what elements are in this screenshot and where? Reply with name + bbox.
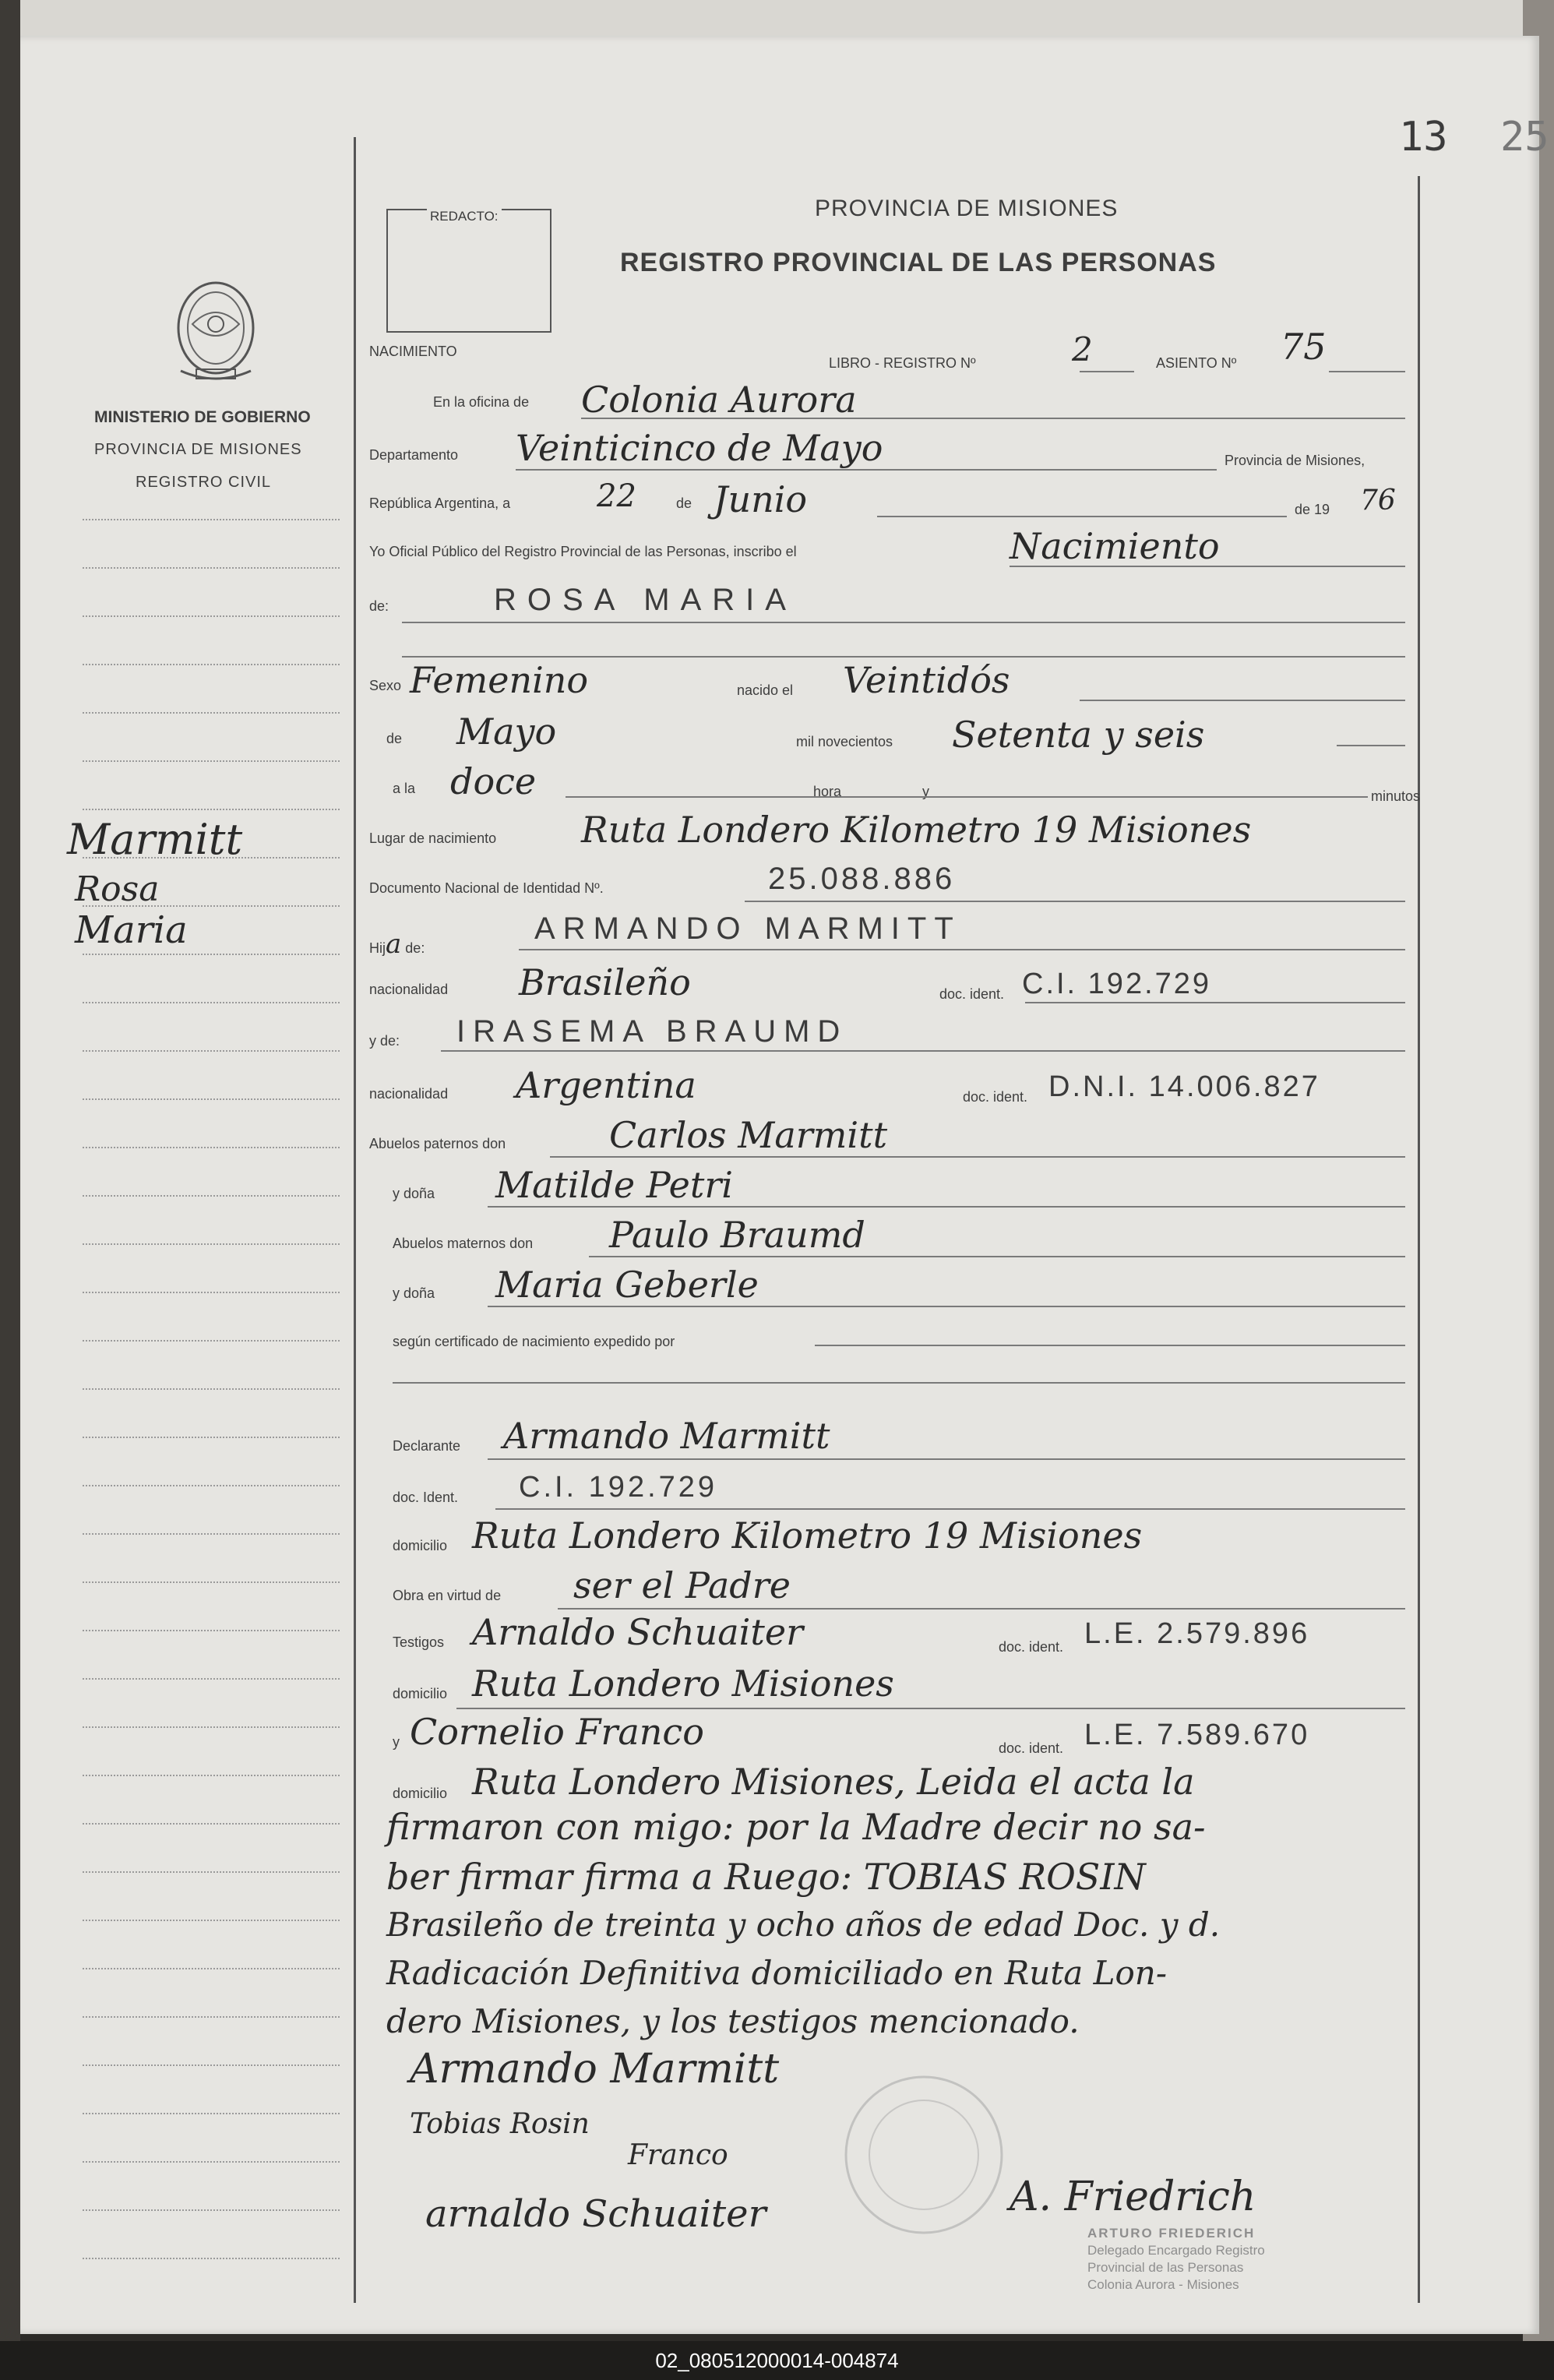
signature-testigo: arnaldo Schuaiter — [425, 2192, 766, 2236]
hijo-suffix: a — [386, 929, 402, 960]
hora-label: hora — [813, 784, 842, 799]
declarante-label: Declarante — [393, 1438, 461, 1454]
signature-ruego: Tobias Rosin — [410, 2108, 590, 2140]
anio-value: 76 — [1360, 485, 1396, 517]
margin-ruled-line — [83, 2016, 340, 2018]
margin-ruled-line — [83, 809, 340, 810]
redacto-label: REDACTO: — [427, 209, 502, 224]
signature-declarante: Armando Marmitt — [410, 2046, 780, 2093]
margin-ruled-line — [83, 712, 340, 714]
file-id-footer: 02_080512000014-004874 — [0, 2341, 1554, 2380]
ministry-line3: REGISTRO CIVIL — [136, 474, 272, 491]
margin-ruled-line — [83, 1002, 340, 1003]
margin-ruled-line — [83, 2113, 340, 2114]
document-page — [20, 36, 1549, 2334]
certificado-label: según certificado de nacimiento expedido por — [393, 1334, 675, 1349]
margin-ruled-line — [83, 1920, 340, 1921]
record-type-label: NACIMIENTO — [369, 344, 457, 359]
republica-label: República Argentina, a — [369, 495, 511, 511]
text-line1: firmaron con migo: por la Madre decir no sa- — [386, 1806, 1206, 1848]
doc-ident2-label: doc. Ident. — [393, 1490, 459, 1505]
margin-ruled-line — [83, 857, 340, 859]
folio-number: 13 — [1399, 114, 1448, 160]
margin-ruled-line — [83, 1147, 340, 1148]
testigo1-dom-label: domicilio — [393, 1686, 448, 1701]
margin-ruled-line — [83, 519, 340, 520]
declarante-value: Armando Marmitt — [503, 1415, 830, 1457]
folio-edge-number: 25 — [1500, 114, 1549, 160]
de-label: de — [676, 495, 692, 511]
province-heading: PROVINCIA DE MISIONES — [815, 196, 1119, 221]
margin-ruled-line — [83, 1871, 340, 1873]
margin-ruled-line — [83, 615, 340, 617]
anio-label: de 19 — [1295, 502, 1330, 517]
testigo2-doc-value: L.E. 7.589.670 — [1084, 1719, 1310, 1751]
madre-nac-label: nacionalidad — [369, 1086, 449, 1102]
margin-ruled-line — [83, 1726, 340, 1728]
provincia-label: Provincia de Misiones, — [1225, 453, 1365, 468]
abuelos-mat-label: Abuelos maternos don — [393, 1236, 534, 1251]
faded-seal-icon — [830, 2061, 1017, 2248]
text-line2: ber firmar firma a Ruego: TOBIAS ROSIN — [386, 1856, 1146, 1898]
obra-value: ser el Padre — [573, 1564, 791, 1606]
right-margin-rule — [1418, 176, 1420, 2303]
margin-ruled-line — [83, 1968, 340, 1969]
margin-ruled-line — [83, 1485, 340, 1486]
nacido-label: nacido el — [737, 682, 794, 698]
stamp-line3: Provincial de las Personas — [1087, 2260, 1244, 2275]
nombre-value: ROSA MARIA — [494, 583, 797, 617]
margin-ruled-line — [83, 1678, 340, 1680]
abuelo-mat-value: Paulo Braumd — [609, 1214, 865, 1256]
margin-ruled-line — [83, 760, 340, 762]
mes-nac-value: Mayo — [456, 710, 557, 753]
stamp-line1: ARTURO FRIEDERICH — [1087, 2226, 1256, 2241]
margin-ruled-line — [83, 1533, 340, 1535]
departamento-value: Veinticinco de Mayo — [516, 427, 883, 469]
margin-ruled-line — [83, 567, 340, 569]
margin-ruled-line — [83, 1098, 340, 1100]
margin-ruled-line — [83, 1581, 340, 1583]
text-line3: Brasileño de treinta y ocho años de edad Doc. y d. — [386, 1906, 1221, 1944]
signature-oficial: A. Friedrich — [1010, 2174, 1256, 2220]
redacto-box — [386, 209, 551, 333]
padre-nac-value: Brasileño — [519, 961, 691, 1003]
margin-note-line1: Marmitt — [67, 815, 243, 864]
text-line4: Radicación Definitiva domiciliado en Ruta Lon- — [386, 1954, 1168, 1992]
margin-ruled-line — [83, 905, 340, 907]
dni-label: Documento Nacional de Identidad Nº. — [369, 880, 604, 896]
margin-ruled-line — [83, 1388, 340, 1390]
text-line5: dero Misiones, y los testigos mencionado. — [386, 2002, 1080, 2040]
padre-doc-label: doc. ident. — [939, 986, 1005, 1002]
de3-label: de — [386, 731, 403, 746]
testigo2-dom-value: Ruta Londero Misiones, Leida el acta la — [472, 1761, 1195, 1803]
margin-ruled-line — [83, 1243, 340, 1245]
abuela-pat-value: Matilde Petri — [495, 1164, 734, 1206]
testigo2-dom-label: domicilio — [393, 1786, 448, 1801]
book-spine — [0, 0, 20, 2380]
anio-nac-value: Setenta y seis — [952, 714, 1205, 756]
madre-doc-label: doc. ident. — [963, 1089, 1028, 1105]
stamp-line4: Colonia Aurora - Misiones — [1087, 2277, 1239, 2292]
stamp-line2: Delegado Encargado Registro — [1087, 2243, 1265, 2258]
oficina-value: Colonia Aurora — [581, 379, 857, 421]
departamento-label: Departamento — [369, 447, 459, 463]
dni-value: 25.088.886 — [768, 862, 956, 896]
margin-ruled-line — [83, 1823, 340, 1825]
margin-ruled-line — [83, 2161, 340, 2163]
abuela-mat-value: Maria Geberle — [495, 1264, 759, 1306]
y-label: y — [922, 784, 929, 799]
padre-doc-value: C.I. 192.729 — [1022, 968, 1212, 1000]
margin-ruled-line — [83, 1437, 340, 1438]
margin-ruled-line — [83, 1340, 340, 1342]
hijo-label: Hij — [369, 940, 386, 956]
registry-heading: REGISTRO PROVINCIAL DE LAS PERSONAS — [620, 248, 1217, 277]
margin-note-line2: Rosa — [75, 869, 160, 909]
padre-value: ARMANDO MARMITT — [534, 911, 961, 946]
testigo1-dom-value: Ruta Londero Misiones — [472, 1662, 894, 1705]
abuelo-pat-value: Carlos Marmitt — [609, 1114, 888, 1156]
asiento-value: 75 — [1281, 326, 1327, 368]
alas-label: a la — [393, 781, 416, 796]
madre-nac-value: Argentina — [516, 1064, 696, 1106]
sexo-label: Sexo — [369, 678, 402, 693]
official-stamp — [1087, 2225, 1265, 2294]
de2-label: de: — [369, 598, 389, 614]
testigo2-doc-label: doc. ident. — [999, 1740, 1064, 1756]
oficial-label: Yo Oficial Público del Registro Provincial de las Personas, inscribo el — [369, 544, 797, 559]
hijo-de-label: de: — [405, 940, 425, 956]
y2-label: y — [393, 1734, 400, 1750]
acto-value: Nacimiento — [1010, 525, 1220, 567]
margin-ruled-line — [83, 2209, 340, 2211]
ydona-pat-label: y doña — [393, 1186, 435, 1201]
declarante-doc-value: C.I. 192.729 — [519, 1471, 718, 1504]
margin-ruled-line — [83, 1630, 340, 1631]
provincial-crest-icon — [165, 270, 266, 394]
dia-value: 22 — [597, 478, 636, 514]
ministry-line2: PROVINCIA DE MISIONES — [94, 441, 302, 458]
signature-franco: Franco — [628, 2139, 728, 2171]
yde-label: y de: — [369, 1033, 400, 1049]
hora-value: doce — [450, 760, 537, 802]
page-top-strip — [0, 0, 1554, 36]
lugar-value: Ruta Londero Kilometro 19 Misiones — [581, 809, 1252, 851]
margin-ruled-line — [83, 954, 340, 955]
nacido-value: Veintidós — [843, 659, 1010, 701]
lugar-label: Lugar de nacimiento — [369, 830, 497, 846]
libro-value: 2 — [1072, 330, 1093, 368]
margin-ruled-line — [83, 664, 340, 665]
madre-doc-value: D.N.I. 14.006.827 — [1048, 1070, 1320, 1103]
margin-ruled-line — [83, 2064, 340, 2066]
ydona-mat-label: y doña — [393, 1285, 435, 1301]
margin-ruled-line — [83, 1775, 340, 1776]
margin-note-line3: Maria — [75, 908, 188, 952]
testigo1-doc-label: doc. ident. — [999, 1639, 1064, 1655]
padre-nac-label: nacionalidad — [369, 982, 449, 997]
minutos-label: minutos — [1371, 788, 1421, 804]
declarante-dom-label: domicilio — [393, 1538, 448, 1553]
margin-ruled-line — [83, 1195, 340, 1197]
oficina-label: En la oficina de — [433, 394, 530, 410]
ministry-line1: MINISTERIO DE GOBIERNO — [94, 408, 311, 426]
asiento-label: ASIENTO Nº — [1156, 355, 1237, 371]
margin-ruled-line — [83, 1292, 340, 1293]
abuelos-pat-label: Abuelos paternos don — [369, 1136, 506, 1151]
sexo-value: Femenino — [410, 659, 589, 701]
margin-ruled-line — [83, 1050, 340, 1052]
left-margin-rule — [354, 137, 356, 2303]
libro-label: LIBRO - REGISTRO Nº — [829, 355, 976, 371]
testigo2-value: Cornelio Franco — [410, 1711, 704, 1753]
obra-label: Obra en virtud de — [393, 1588, 502, 1603]
declarante-dom-value: Ruta Londero Kilometro 19 Misiones — [472, 1514, 1143, 1557]
testigo1-doc-value: L.E. 2.579.896 — [1084, 1617, 1310, 1650]
mil-label: mil novecientos — [796, 734, 893, 749]
testigo1-value: Arnaldo Schuaiter — [472, 1611, 804, 1653]
mes-value: Junio — [714, 478, 808, 520]
testigos-label: Testigos — [393, 1634, 445, 1650]
madre-value: IRASEMA BRAUMD — [456, 1014, 848, 1049]
margin-ruled-line — [83, 2258, 340, 2259]
